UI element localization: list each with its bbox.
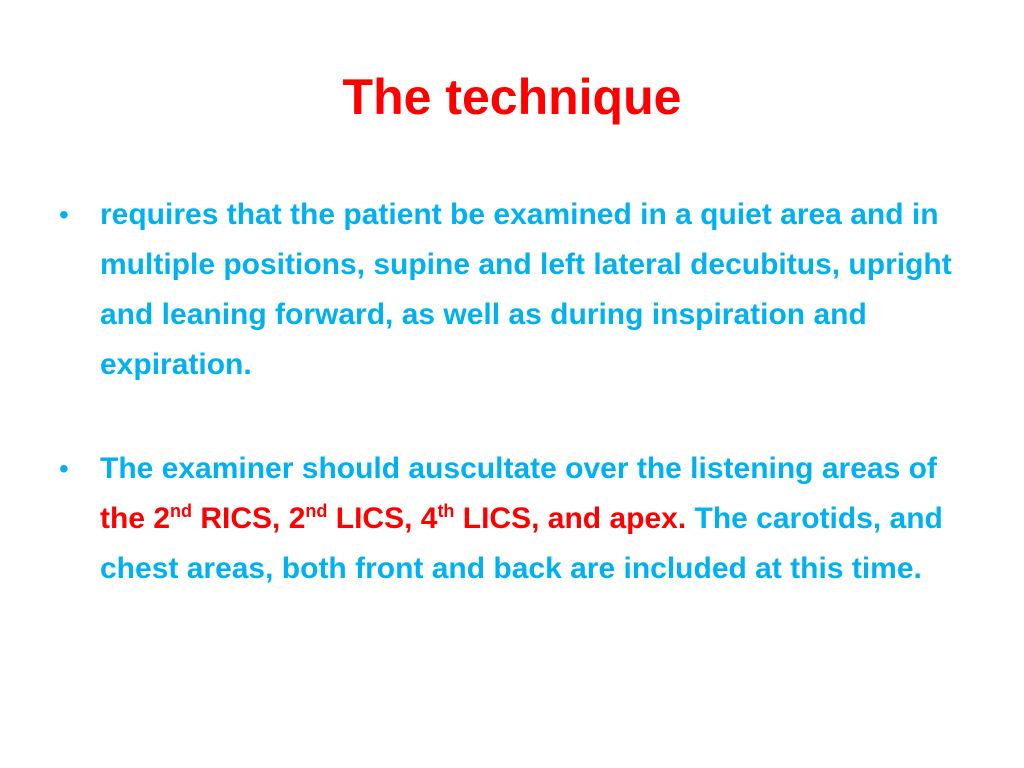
ordinal-suffix: nd — [305, 501, 328, 521]
ordinal-suffix: nd — [170, 501, 193, 521]
highlight-text: RICS, 2 — [192, 502, 306, 535]
bullet-text: requires that the patient be examined in a quiet area and in multiple positions, supine and left lateral decubitus, upright and leaning forward, as well as during inspiration and expiration. — [100, 198, 952, 381]
bullet-text-intro: The examiner should auscultate over the listening areas of — [100, 452, 937, 485]
bullet-list — [58, 190, 970, 594]
bullet-text-outro: The carotids, and chest areas, both front and back are included at this time. — [100, 502, 943, 585]
bullet-marker: • — [59, 199, 69, 230]
ordinal-suffix: th — [437, 501, 455, 521]
bullet-item-positions — [58, 190, 970, 390]
highlight-text: LICS, and apex. — [454, 502, 687, 535]
highlight-text: LICS, 4 — [327, 502, 438, 535]
highlight-text: the 2 — [100, 502, 171, 535]
bullet-marker: • — [59, 453, 69, 484]
slide-title: The technique — [342, 69, 682, 125]
listening-areas-highlight — [100, 502, 686, 535]
bullet-item-listening-areas — [58, 444, 970, 594]
